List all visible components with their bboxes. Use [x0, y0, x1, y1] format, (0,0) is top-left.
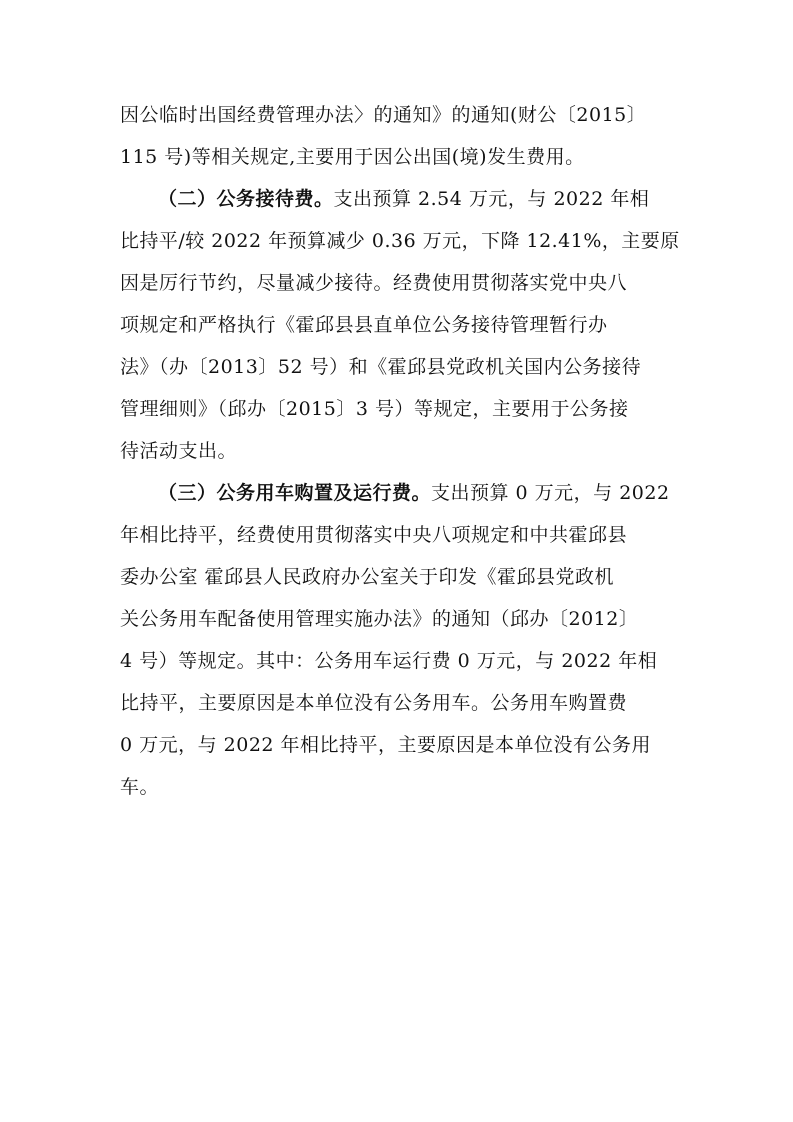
- paragraph-2-line-7: 待活动支出。: [120, 440, 238, 462]
- paragraph-2-line-3: 因是厉行节约，尽量减少接待。经费使用贯彻落实党中央八: [120, 272, 628, 294]
- paragraph-3-line-4: 关公务用车配备使用管理实施办法》的通知（邱办〔2012〕: [120, 608, 639, 630]
- paragraph-2-line-1-text: 支出预算 2.54 万元，与 2022 年相: [333, 188, 650, 210]
- paragraph-2-line-6: 管理细则》（邱办〔2015〕3 号）等规定，主要用于公务接: [120, 398, 629, 420]
- paragraph-3-line-8: 车。: [120, 776, 160, 798]
- paragraph-2-line-4: 项规定和严格执行《霍邱县县直单位公务接待管理暂行办: [120, 314, 608, 336]
- section-heading-vehicles: （三）公务用车购置及运行费。: [158, 482, 432, 504]
- paragraph-3-line-5: 4 号）等规定。其中：公务用车运行费 0 万元，与 2022 年相: [120, 650, 658, 672]
- paragraph-3-line-1-text: 支出预算 0 万元，与 2022: [431, 482, 670, 504]
- paragraph-1-line-1: 因公临时出国经费管理办法〉的通知》的通知(财公〔2015〕: [120, 104, 647, 126]
- paragraph-1-line-2: 115 号)等相关规定,主要用于因公出国(境)发生费用。: [120, 146, 585, 168]
- paragraph-3-line-2: 年相比持平，经费使用贯彻落实中央八项规定和中共霍邱县: [120, 524, 628, 546]
- paragraph-3-line-1: [158, 481, 680, 505]
- paragraph-3-line-6: 比持平，主要原因是本单位没有公务用车。公务用车购置费: [120, 692, 628, 714]
- paragraph-3-line-7: 0 万元，与 2022 年相比持平，主要原因是本单位没有公务用: [120, 734, 652, 756]
- paragraph-3-line-3: 委办公室 霍邱县人民政府办公室关于印发《霍邱县党政机: [120, 566, 615, 588]
- paragraph-2-line-2: 比持平/较 2022 年预算减少 0.36 万元，下降 12.41%，主要原: [120, 230, 680, 252]
- section-heading-reception: （二）公务接待费。: [158, 188, 334, 210]
- paragraph-2-line-5: 法》（办〔2013〕52 号）和《霍邱县党政机关国内公务接待: [120, 356, 642, 378]
- paragraph-2-line-1: [158, 187, 680, 211]
